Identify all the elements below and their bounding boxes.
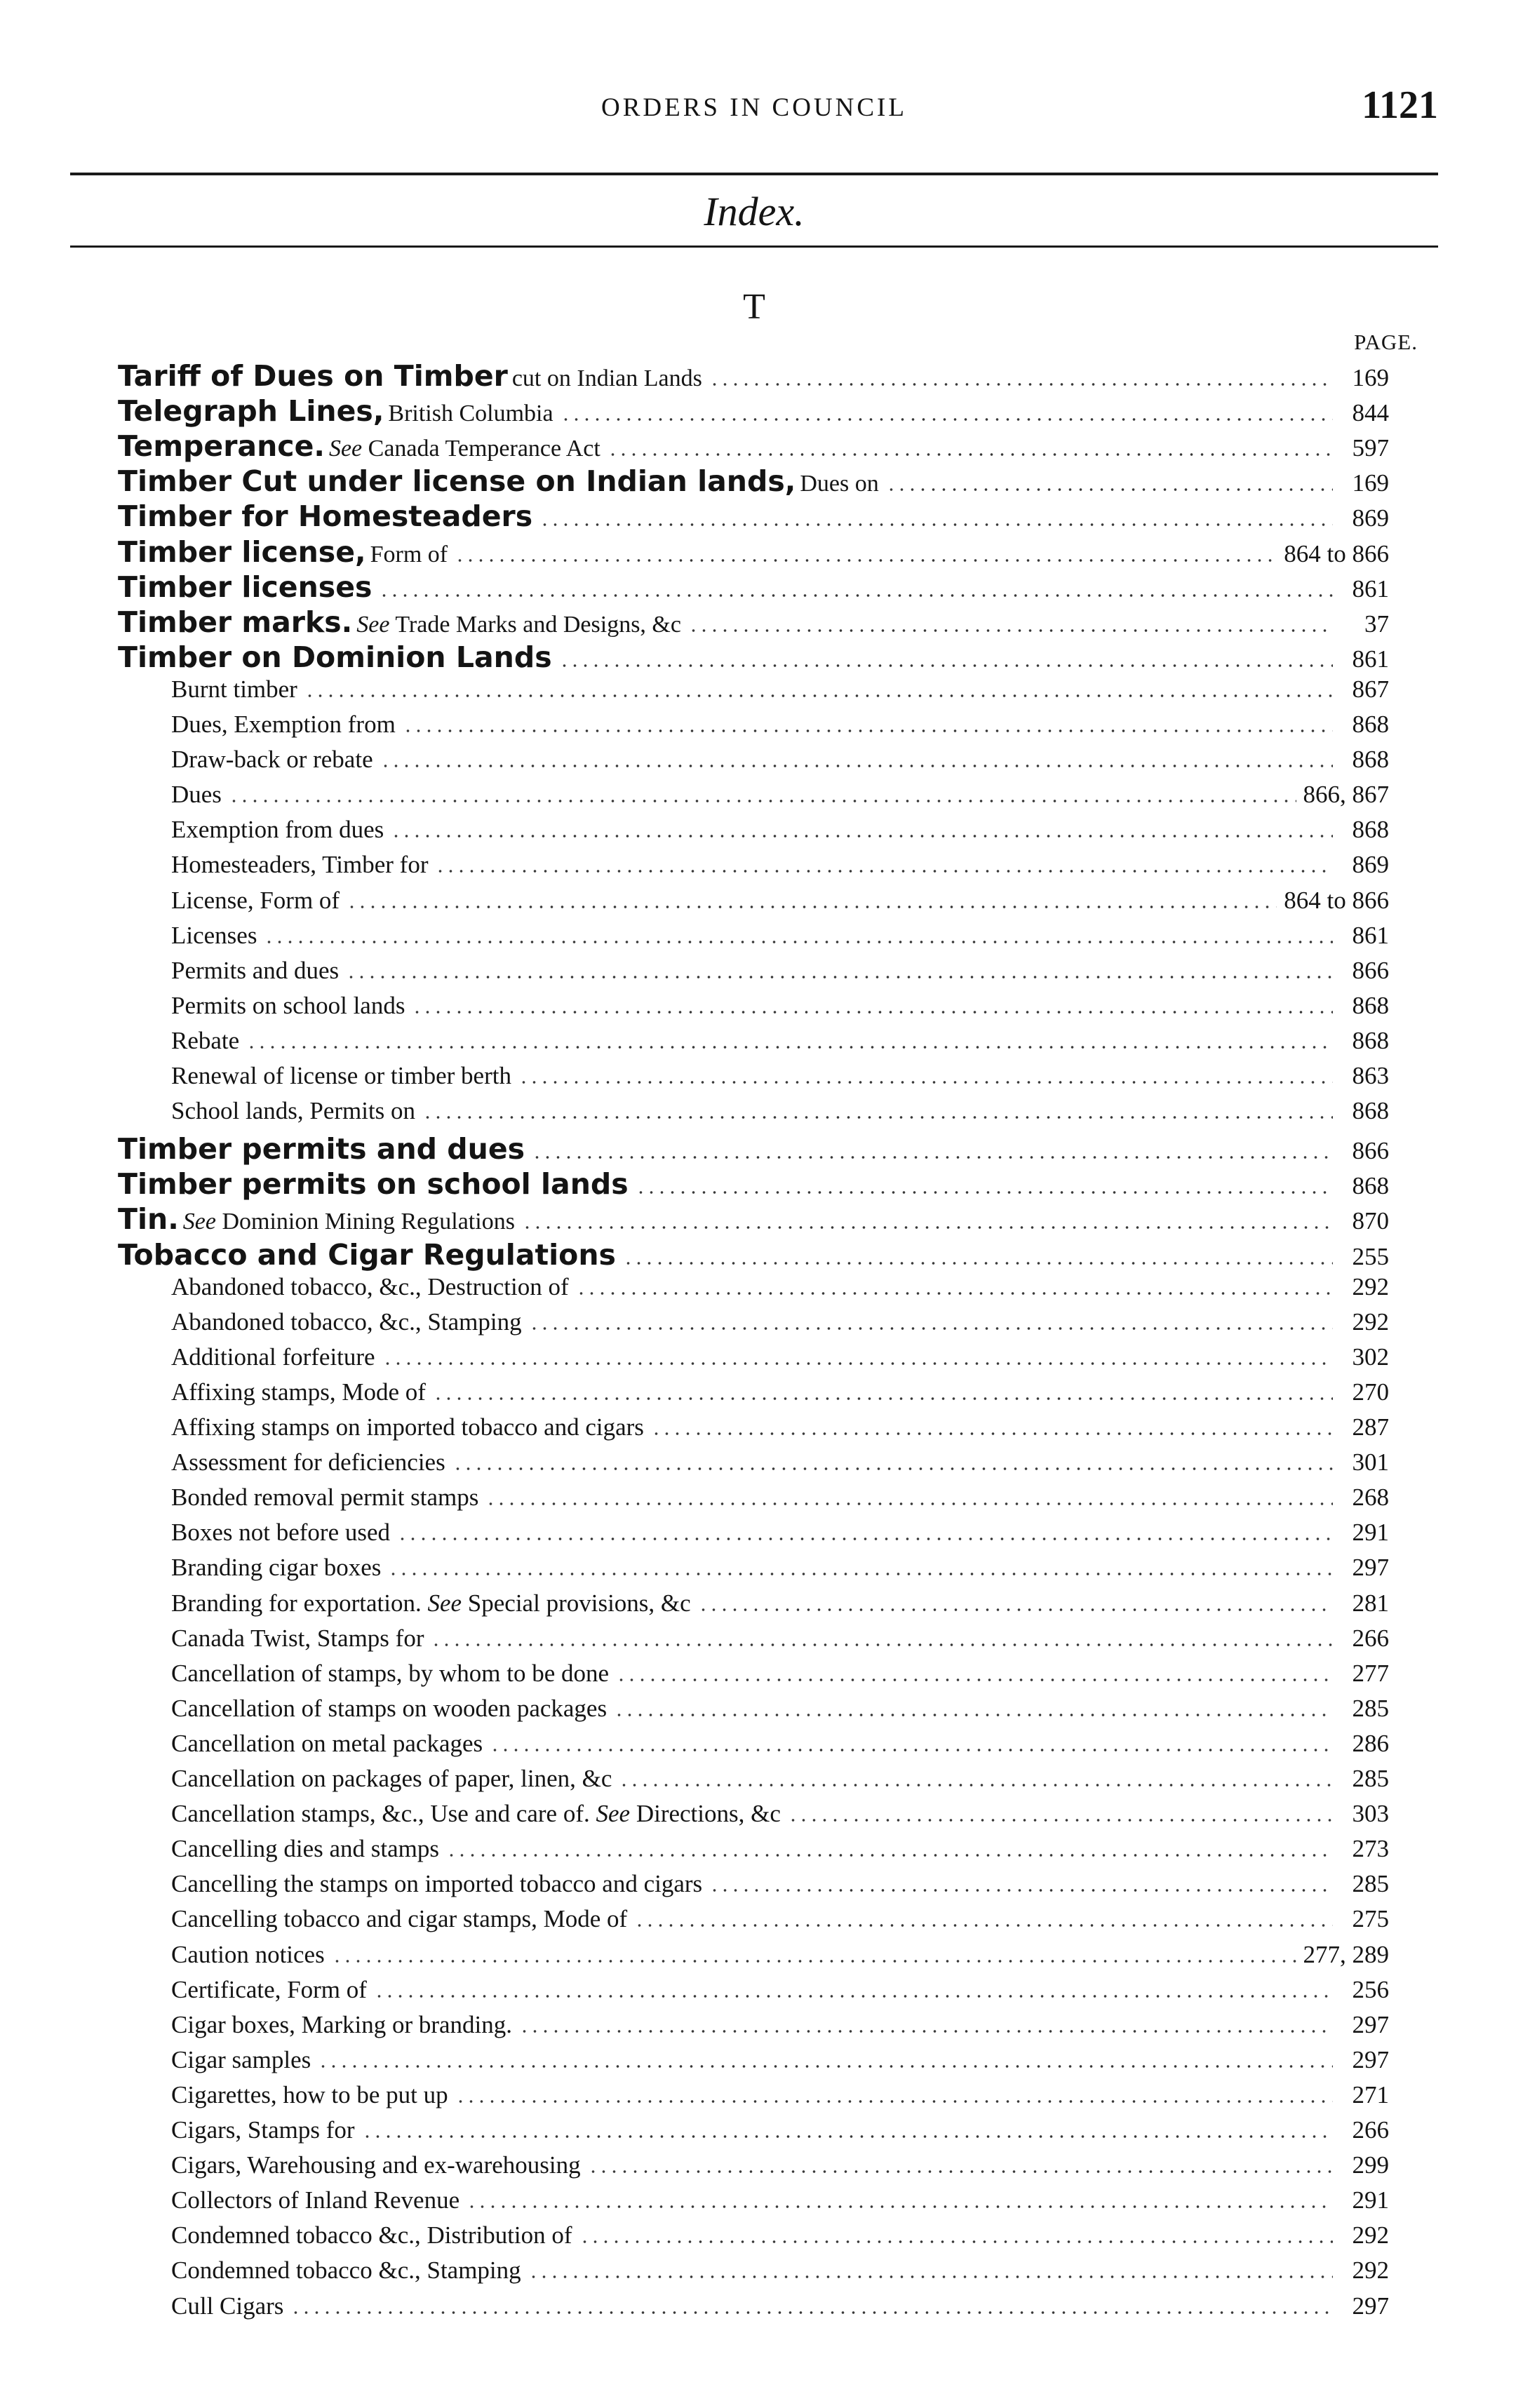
subentry-text: Branding cigar boxes <box>171 1554 382 1581</box>
subentry-description <box>171 711 396 739</box>
page-reference: 597 <box>1352 434 1389 462</box>
subentry-description <box>171 1976 367 2004</box>
dot-leader <box>529 1327 1333 1330</box>
subentry-text: Cigars, Stamps for <box>171 2116 355 2144</box>
dot-leader <box>688 629 1333 632</box>
subentry-description <box>171 1660 609 1688</box>
page-reference: 868 <box>1352 816 1389 843</box>
running-title: ORDERS IN COUNCIL <box>601 93 907 122</box>
page-reference: 169 <box>1352 364 1389 391</box>
subentry-text: Cancellation of stamps on wooden packages <box>171 1695 608 1722</box>
dot-leader <box>346 976 1333 978</box>
page-reference: 281 <box>1352 1589 1389 1617</box>
index-subentry <box>171 957 1389 992</box>
dot-leader <box>332 1960 1296 1963</box>
page-reference: 868 <box>1352 1027 1389 1054</box>
index-subentry <box>171 1660 1389 1695</box>
subentry-text: Certificate, Form of <box>171 1976 367 2003</box>
index-subentry <box>171 1976 1389 2011</box>
subentry-description <box>171 1378 426 1406</box>
dot-leader <box>619 1784 1333 1787</box>
subentry-text: Abandoned tobacco, &c., Destruction of <box>171 1273 569 1300</box>
page-reference: 868 <box>1352 1097 1389 1124</box>
index-subentry <box>171 1730 1389 1765</box>
index-subentry <box>171 1484 1389 1519</box>
index-subentry <box>171 1554 1389 1589</box>
page-reference: 291 <box>1352 2186 1389 2214</box>
subentry-text: Draw-back or rebate <box>171 746 373 773</box>
index-subentry <box>171 1343 1389 1378</box>
page-reference: 870 <box>1352 1207 1389 1235</box>
page-reference: 277, 289 <box>1303 1941 1389 1968</box>
page-reference: 866, 867 <box>1303 781 1389 808</box>
index-entry <box>118 570 1389 605</box>
subentry-text: Canada Twist, Stamps for <box>171 1625 424 1652</box>
index-subentry <box>171 1062 1389 1097</box>
index-subentry <box>171 781 1389 816</box>
page-reference: 285 <box>1352 1765 1389 1792</box>
index-subentry <box>171 1027 1389 1062</box>
index-entry <box>118 394 1389 429</box>
dot-leader <box>636 1191 1333 1194</box>
subentry-text: Cancelling the stamps on imported tobacco and cigars <box>171 1870 703 1897</box>
see-target: Directions, &c <box>636 1800 781 1827</box>
subentry-text: Cancellation of stamps, by whom to be done <box>171 1660 610 1687</box>
entry-term: Timber license, <box>118 535 366 569</box>
dot-leader <box>455 559 1277 562</box>
subentry-description <box>171 1273 569 1301</box>
dot-leader <box>788 1819 1333 1822</box>
index-subentry <box>171 2081 1389 2116</box>
subentry-text: Cigar samples <box>171 2046 311 2073</box>
dot-leader <box>886 488 1333 491</box>
index-entry <box>118 1132 1389 1167</box>
subentry-description <box>171 851 428 879</box>
page-reference: 867 <box>1352 675 1389 703</box>
subentry-text: Renewal of license or timber berth <box>171 1062 511 1089</box>
subentry-description <box>171 1062 511 1090</box>
page-reference: 275 <box>1352 1905 1389 1932</box>
section-rule <box>70 245 1438 248</box>
subentry-description <box>171 1308 522 1336</box>
subentry-text: Assessment for deficiencies <box>171 1448 445 1476</box>
subentry-text: Cancelling dies and stamps <box>171 1835 440 1862</box>
subentry-text: Abandoned tobacco, &c., Stamping <box>171 1308 522 1336</box>
index-subentry <box>171 1625 1389 1660</box>
dot-leader <box>576 1292 1333 1295</box>
dot-leader <box>290 2311 1333 2314</box>
dot-leader <box>616 1679 1333 1681</box>
index-entry <box>118 640 1389 675</box>
page-reference: 273 <box>1352 1835 1389 1862</box>
subentry-text: License, Form of <box>171 887 340 914</box>
top-rule <box>70 173 1438 175</box>
dot-leader <box>446 1854 1333 1857</box>
subentry-description <box>171 957 339 985</box>
subentry-description <box>171 992 405 1020</box>
subentry-description <box>171 1941 325 1969</box>
entry-term: Tariff of Dues on Timber <box>118 359 508 393</box>
subentry-description <box>171 2256 521 2285</box>
entry-description <box>356 612 681 638</box>
index-entry <box>118 359 1389 394</box>
see-reference: See <box>596 1800 631 1827</box>
subentry-text: Condemned tobacco &c., Stamping <box>171 2256 521 2284</box>
subentry-description <box>171 1097 415 1125</box>
subentry-text: Cancellation stamps, &c., Use and care of. <box>171 1800 590 1827</box>
index-entry <box>118 535 1389 570</box>
entry-term: Timber marks. <box>118 605 353 639</box>
subentry-description <box>171 2221 572 2249</box>
dot-leader <box>229 800 1296 802</box>
page-reference: 868 <box>1352 992 1389 1019</box>
entry-term: Timber Cut under license on Indian lands, <box>118 464 796 498</box>
page-reference: 869 <box>1352 504 1389 532</box>
page-reference: 864 to 866 <box>1284 540 1389 567</box>
page-reference: 266 <box>1352 1625 1389 1652</box>
dot-leader <box>455 2100 1333 2103</box>
entry-term: Tin. <box>118 1202 179 1236</box>
subentry-text: Dues, Exemption from <box>171 711 396 738</box>
subentry-description <box>171 2011 512 2039</box>
page-number: 1121 <box>1362 83 1438 127</box>
subentry-text: Additional forfeiture <box>171 1343 375 1371</box>
subentry-description <box>171 746 373 774</box>
dot-leader <box>623 1262 1333 1265</box>
index-subentry <box>171 816 1389 851</box>
entry-term: Timber permits and dues <box>118 1132 525 1166</box>
entry-text: British Columbia <box>388 401 553 426</box>
subentry-text: Permits on school lands <box>171 992 405 1019</box>
entry-text: Trade Marks and Designs, &c <box>395 612 681 638</box>
page-reference: 868 <box>1352 1172 1389 1199</box>
dot-leader <box>412 1011 1333 1014</box>
entry-text: Canada Temperance Act <box>368 436 600 462</box>
dot-leader <box>380 765 1333 767</box>
subentry-text: Homesteaders, Timber for <box>171 851 429 878</box>
entry-term: Tobacco and Cigar Regulations <box>118 1238 616 1272</box>
dot-leader <box>467 2205 1333 2208</box>
entry-description <box>183 1209 515 1235</box>
page-reference: 37 <box>1364 610 1389 638</box>
subentry-description <box>171 2081 448 2109</box>
dot-leader <box>532 1156 1333 1159</box>
index-entry <box>118 1167 1389 1202</box>
entry-term: Timber permits on school lands <box>118 1167 629 1201</box>
page-reference: 861 <box>1352 922 1389 949</box>
subentry-description <box>171 781 222 809</box>
subentry-text: Cancelling tobacco and cigar stamps, Mode of <box>171 1905 628 1932</box>
subentry-text: Affixing stamps on imported tobacco and cigars <box>171 1413 644 1441</box>
index-subentry <box>171 922 1389 957</box>
subentry-text: Branding for exportation. <box>171 1589 422 1617</box>
subentry-description <box>171 922 257 950</box>
subentry-description <box>171 1870 702 1898</box>
index-subentry <box>171 1519 1389 1554</box>
dot-leader <box>490 1749 1333 1751</box>
dot-leader <box>614 1714 1333 1716</box>
page-reference: 292 <box>1352 2221 1389 2249</box>
index-subentry <box>171 851 1389 886</box>
see-reference: See <box>182 1209 216 1235</box>
index-entry <box>118 605 1389 640</box>
entry-term: Timber for Homesteaders <box>118 499 533 533</box>
entry-description <box>512 365 702 392</box>
see-reference: See <box>328 436 363 462</box>
subentry-text: Cull Cigars <box>171 2292 284 2320</box>
page-reference: 864 to 866 <box>1284 887 1389 914</box>
dot-leader <box>374 1995 1333 1998</box>
page-reference: 866 <box>1352 1137 1389 1164</box>
page-reference: 292 <box>1352 1273 1389 1300</box>
subentry-description <box>171 1413 644 1441</box>
entry-term: Timber licenses <box>118 570 373 604</box>
entry-description <box>329 436 600 462</box>
page-reference: 868 <box>1352 711 1389 738</box>
page-column-label: PAGE. <box>1354 330 1418 354</box>
dot-leader <box>246 1046 1333 1049</box>
page-reference: 169 <box>1352 469 1389 497</box>
dot-leader <box>391 835 1333 838</box>
page-reference: 297 <box>1352 1554 1389 1581</box>
index-entry <box>118 1238 1389 1273</box>
subentry-description <box>171 1343 375 1371</box>
subentry-description <box>171 2046 311 2074</box>
subentry-text: Exemption from dues <box>171 816 384 843</box>
page-reference: 868 <box>1352 746 1389 773</box>
page-reference: 277 <box>1352 1660 1389 1687</box>
page-reference: 866 <box>1352 957 1389 984</box>
subentry-text: Cigars, Warehousing and ex-warehousing <box>171 2151 581 2179</box>
entry-description <box>388 401 553 427</box>
entry-term: Temperance. <box>118 429 325 463</box>
page-reference: 297 <box>1352 2046 1389 2073</box>
subentry-text: Boxes not before used <box>171 1519 391 1546</box>
subentry-text: Condemned tobacco &c., Distribution of <box>171 2221 572 2249</box>
page-reference: 268 <box>1352 1484 1389 1511</box>
page-reference: 292 <box>1352 1308 1389 1336</box>
dot-leader <box>588 2170 1333 2173</box>
dot-leader <box>422 1116 1333 1119</box>
subentry-description <box>171 2292 283 2320</box>
subentry-text: Bonded removal permit stamps <box>171 1484 479 1511</box>
index-subentry <box>171 2046 1389 2081</box>
page-reference: 266 <box>1352 2116 1389 2144</box>
subentry-description <box>171 1835 439 1863</box>
page-reference: 861 <box>1352 575 1389 603</box>
page-reference: 255 <box>1352 1243 1389 1270</box>
page-reference: 271 <box>1352 2081 1389 2108</box>
subentry-description <box>171 1905 627 1933</box>
see-reference: See <box>427 1589 462 1617</box>
index-subentry <box>171 2186 1389 2221</box>
index-subentry <box>171 2151 1389 2186</box>
dot-leader <box>382 1362 1333 1365</box>
subentry-description <box>171 1625 424 1653</box>
index-entry <box>118 464 1389 499</box>
page-reference: 297 <box>1352 2011 1389 2038</box>
subentry-text: Cigar boxes, Marking or branding. <box>171 2011 513 2038</box>
index-subentry <box>171 1835 1389 1870</box>
subentry-text: Rebate <box>171 1027 240 1054</box>
page-reference: 297 <box>1352 2292 1389 2320</box>
page-reference: 256 <box>1352 1976 1389 2003</box>
dot-leader <box>709 1889 1333 1892</box>
index-subentry <box>171 1413 1389 1448</box>
subentry-description <box>171 1484 478 1512</box>
index-subentry <box>171 1448 1389 1484</box>
dot-leader <box>485 1502 1333 1505</box>
dot-leader <box>698 1608 1333 1611</box>
page-reference: 302 <box>1352 1343 1389 1371</box>
subentry-text: Licenses <box>171 922 257 949</box>
index-subentry <box>171 1308 1389 1343</box>
index-subentry <box>171 887 1389 922</box>
dot-leader <box>561 418 1333 421</box>
dot-leader <box>528 2275 1333 2278</box>
entry-text: Form of <box>370 542 448 567</box>
subentry-description <box>171 1765 612 1793</box>
page-reference: 303 <box>1352 1800 1389 1827</box>
index-subentry <box>171 675 1389 711</box>
index-subentry <box>171 711 1389 746</box>
page-reference: 291 <box>1352 1519 1389 1546</box>
entry-description <box>370 542 448 568</box>
subentry-text: School lands, Permits on <box>171 1097 416 1124</box>
entry-text: Dues on <box>800 471 879 497</box>
index-subentry <box>171 2292 1389 2327</box>
entry-text: Dominion Mining Regulations <box>222 1209 515 1235</box>
entry-term: Telegraph Lines, <box>118 394 384 428</box>
page-reference: 270 <box>1352 1378 1389 1406</box>
index-subentry <box>171 2116 1389 2151</box>
page-reference: 287 <box>1352 1413 1389 1441</box>
subentry-text: Burnt timber <box>171 675 297 703</box>
subentry-text: Dues <box>171 781 222 808</box>
subentry-description <box>171 1730 483 1758</box>
dot-leader <box>318 2065 1333 2068</box>
dot-leader <box>433 1397 1333 1400</box>
dot-leader <box>709 383 1333 386</box>
dot-leader <box>379 594 1333 597</box>
page-reference: 863 <box>1352 1062 1389 1089</box>
index-subentry <box>171 1941 1389 1976</box>
index-subentry <box>171 1097 1389 1132</box>
entry-term: Timber on Dominion Lands <box>118 640 552 674</box>
subentry-description <box>171 1027 239 1055</box>
index-subentry <box>171 2011 1389 2046</box>
dot-leader <box>579 2240 1333 2243</box>
running-head <box>70 83 1438 139</box>
subentry-text: Collectors of Inland Revenue <box>171 2186 460 2214</box>
index-subentry <box>171 1695 1389 1730</box>
dot-leader <box>539 523 1333 526</box>
section-title: Index. <box>704 189 805 234</box>
index-subentry <box>171 992 1389 1027</box>
index-subentry <box>171 1905 1389 1940</box>
subentry-description <box>171 2151 581 2179</box>
see-target: Special provisions, &c <box>467 1589 691 1617</box>
dot-leader <box>608 453 1333 456</box>
see-reference: See <box>356 612 390 638</box>
dot-leader <box>518 1081 1333 1084</box>
dot-leader <box>347 906 1277 908</box>
subentry-description <box>171 887 340 915</box>
dot-leader <box>519 2030 1333 2033</box>
subentry-description <box>171 1695 607 1723</box>
subentry-text: Caution notices <box>171 1941 325 1968</box>
subentry-description <box>171 1448 445 1477</box>
page-reference: 285 <box>1352 1870 1389 1897</box>
dot-leader <box>397 1538 1333 1540</box>
dot-leader <box>522 1226 1333 1229</box>
subentry-text: Cigarettes, how to be put up <box>171 2081 448 2108</box>
dot-leader <box>452 1467 1333 1470</box>
index-entry <box>118 1202 1389 1237</box>
index-subentry <box>171 1765 1389 1800</box>
subentry-description <box>171 2116 355 2144</box>
page-reference: 299 <box>1352 2151 1389 2179</box>
index-subentry <box>171 1870 1389 1905</box>
subentry-description <box>171 1519 390 1547</box>
dot-leader <box>431 1643 1333 1646</box>
entry-text: cut on Indian Lands <box>511 365 702 391</box>
page-reference: 301 <box>1352 1448 1389 1476</box>
subentry-text: Permits and dues <box>171 957 340 984</box>
index-subentry <box>171 2256 1389 2292</box>
dot-leader <box>362 2135 1333 2138</box>
dot-leader <box>651 1432 1333 1435</box>
page-reference: 292 <box>1352 2256 1389 2284</box>
page-reference: 869 <box>1352 851 1389 878</box>
index-subentry <box>171 746 1389 781</box>
index-subentry <box>171 2221 1389 2256</box>
dot-leader <box>435 870 1333 873</box>
page-reference: 285 <box>1352 1695 1389 1722</box>
index-entry <box>118 429 1389 464</box>
dot-leader <box>388 1573 1333 1575</box>
index-letter: T <box>743 287 765 327</box>
subentry-description <box>171 675 297 704</box>
page-reference: 286 <box>1352 1730 1389 1757</box>
subentry-description <box>171 1589 691 1617</box>
subentry-text: Cancellation on packages of paper, linen, &c <box>171 1765 612 1792</box>
index-subentry <box>171 1273 1389 1308</box>
dot-leader <box>403 729 1333 732</box>
subentry-description <box>171 1800 781 1828</box>
dot-leader <box>264 941 1333 943</box>
index-subentry <box>171 1378 1389 1413</box>
page-reference: 861 <box>1352 645 1389 673</box>
entry-description <box>800 471 878 497</box>
index-entry <box>118 499 1389 534</box>
dot-leader <box>304 694 1333 697</box>
index-subentry <box>171 1800 1389 1835</box>
dot-leader <box>634 1924 1333 1927</box>
subentry-text: Affixing stamps, Mode of <box>171 1378 426 1406</box>
subentry-text: Cancellation on metal packages <box>171 1730 483 1757</box>
page-reference: 844 <box>1352 399 1389 426</box>
subentry-description <box>171 2186 459 2214</box>
dot-leader <box>559 664 1333 667</box>
subentry-description <box>171 1554 381 1582</box>
subentry-description <box>171 816 384 844</box>
index-subentry <box>171 1589 1389 1625</box>
